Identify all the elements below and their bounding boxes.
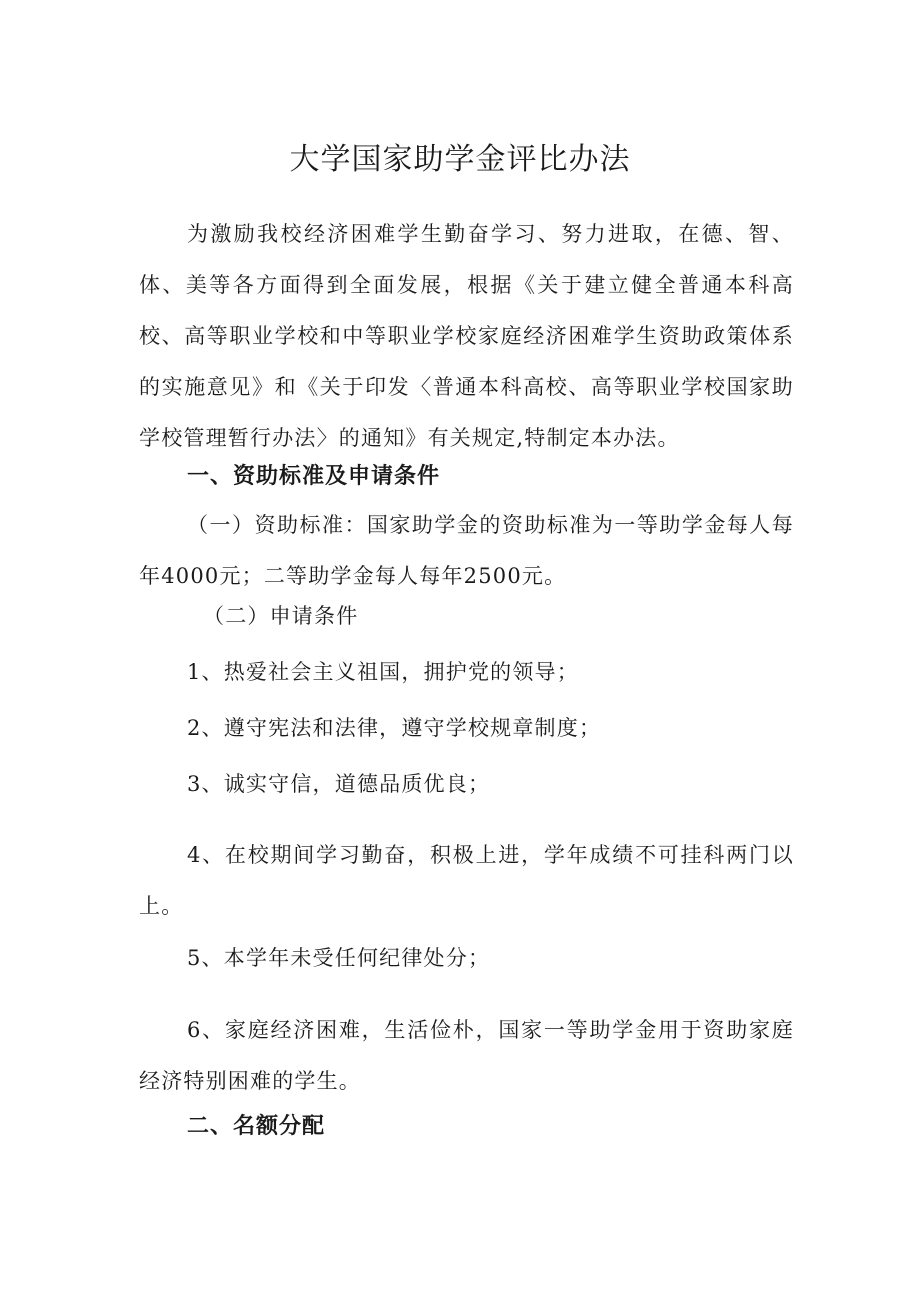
section-1-heading: 一、资助标准及申请条件 [187, 464, 441, 489]
condition-item-5: 5、本学年未受任何纪律处分； [187, 946, 491, 970]
condition-item-4: 4、在校期间学习勤奋，积极上进，学年成绩不可挂科两门以上。 [139, 843, 794, 918]
intro-paragraph: 为激励我校经济困难学生勤奋学习、努力进取，在德、智、体、美等各方面得到全面发展，根据《关于建立健全普通本科高校、高等职业学校和中等职业学校家庭经济困难学生资助政策体系的实施意见》和《关于印发〈普通本科高校、高等职业学校国家助学校管理暂行办法〉的通知》有关规定,特制定本办法。 [139, 222, 794, 450]
document-title: 大学国家助学金评比办法 [289, 142, 631, 177]
section-2-heading: 二、名额分配 [187, 1114, 326, 1139]
condition-item-6: 6、家庭经济困难，生活俭朴，国家一等助学金用于资助家庭经济特别困难的学生。 [139, 1018, 794, 1093]
conditions-subheading: （二）申请条件 [203, 604, 359, 628]
condition-item-1: 1、热爱社会主义祖国，拥护党的领导； [187, 660, 579, 684]
condition-item-3: 3、诚实守信，道德品质优良； [187, 772, 491, 796]
condition-item-2: 2、遵守宪法和法律，遵守学校规章制度； [187, 716, 602, 740]
funding-standard-paragraph: （一）资助标准：国家助学金的资助标准为一等助学金每人每年4000元；二等助学金每人每年2500元。 [139, 513, 794, 588]
